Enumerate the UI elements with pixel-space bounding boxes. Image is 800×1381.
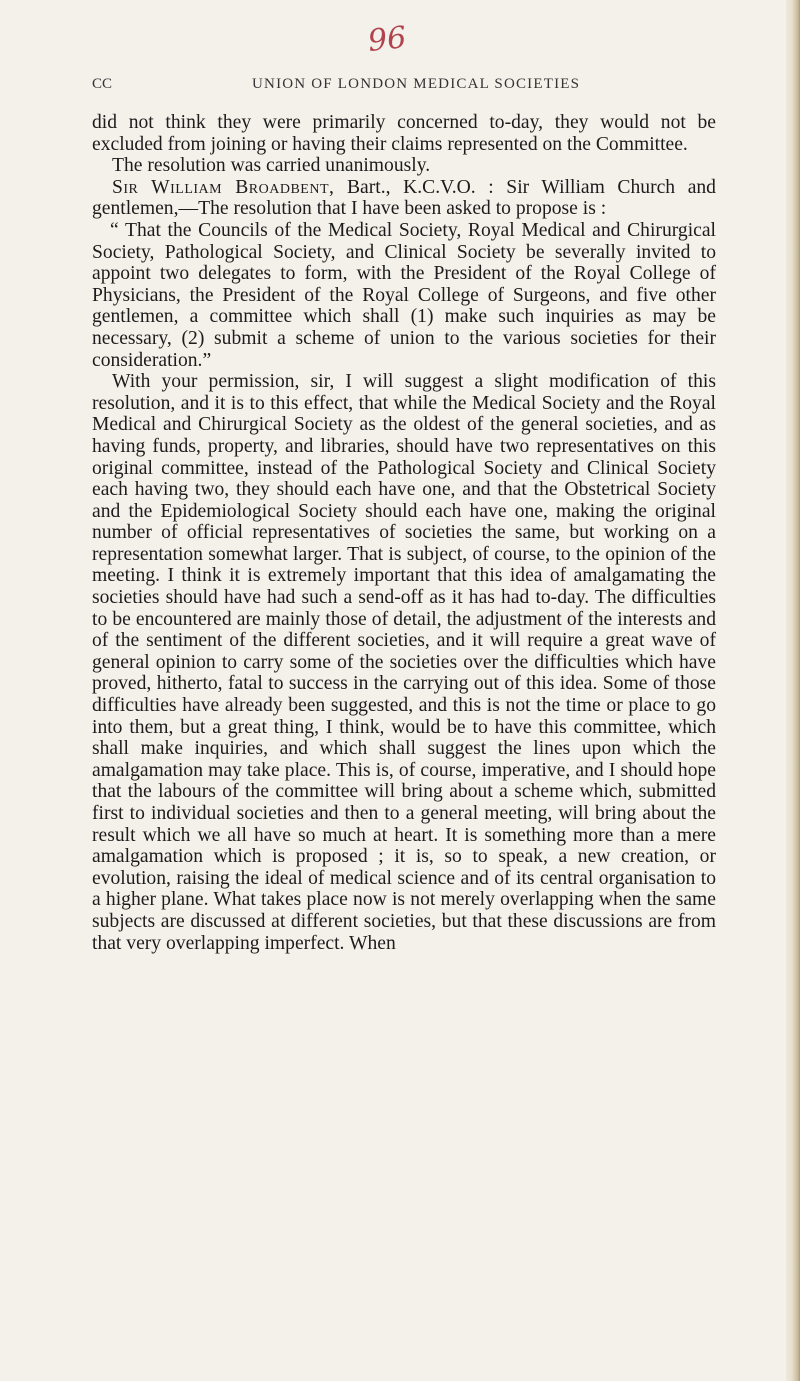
page-code: CC	[92, 76, 113, 92]
running-title: UNION OF LONDON MEDICAL SOCIETIES	[252, 76, 581, 92]
paragraph-speaker	[92, 177, 716, 220]
paragraph-modification: With your permission, sir, I will suggest a slight modification of this resolution, and it is to this effect, that while the Medical Society and the Royal Medical and Chirurgical Society as the oldest of the general societies, and as having funds, property, and libraries, should have two representatives on this original committee, instead of the Pathological Society and Clinical Society each having two, they should each have one, and that the Obstetrical Society and the Epidemiological Society should each have one, making the original number of official representatives of societies the same, but working on a representation somewhat larger. That is subject, of course, to the opinion of the meeting. I think it is extremely important that this idea of amalgamating the societies should have had such a send-off as it has had to-day. The difficulties to be encountered are mainly those of detail, the adjustment of the interests and of the sentiment of the different societies, and it will require a great wave of general opinion to carry some of the societies over the difficulties which have proved, hitherto, fatal to success in the carrying out of this idea. Some of those difficulties have already been suggested, and this is not the time or place to go into them, but a great thing, I think, would be to have this committee, which shall make inquiries, and which shall suggest the lines upon which the amalgamation may take place. This is, of course, imperative, and I should hope that the labours of the committee will bring about a scheme which, submitted first to individual societies and then to a general meeting, will bring about the result which we all have so much at heart. It is something more than a mere amalgamation which is proposed ; it is, so to speak, a new creation, or evolution, raising the ideal of medical science and of its central organisation to a higher plane. What takes place now is not merely overlapping when the same subjects are discussed at different societies, but that these discussions are from that very overlapping imperfect. When	[92, 371, 716, 954]
handwritten-page-number: 96	[366, 20, 408, 59]
speaker-name: Sir William Broadbent,	[112, 176, 335, 198]
body-text	[92, 112, 716, 954]
scan-edge-shadow	[786, 0, 800, 1381]
paragraph-resolution-carried: The resolution was carried unanimously.	[112, 155, 431, 177]
paragraph-resolution-quote: “ That the Councils of the Medical Society, Royal Medical and Chirurgical Society, Pathological Society, and Clinical Society be severally invited to appoint two delegates to form, with the President of the Royal College of Physicians, the President of the Royal College of Surgeons, and five other gentlemen, a committee which shall (1) make such inquiries as may be necessary, (2) submit a scheme of union to the various societies for their consideration.”	[92, 219, 716, 371]
paragraph-continuation: did not think they were primarily concerned to-day, they would not be excluded from joining or having their claims represented on the Committee.	[92, 112, 716, 155]
speaker-intro: Bart., K.C.V.O. : Sir William Church and gentlemen,—The resolution that I have been asked to propose is :	[92, 176, 716, 220]
